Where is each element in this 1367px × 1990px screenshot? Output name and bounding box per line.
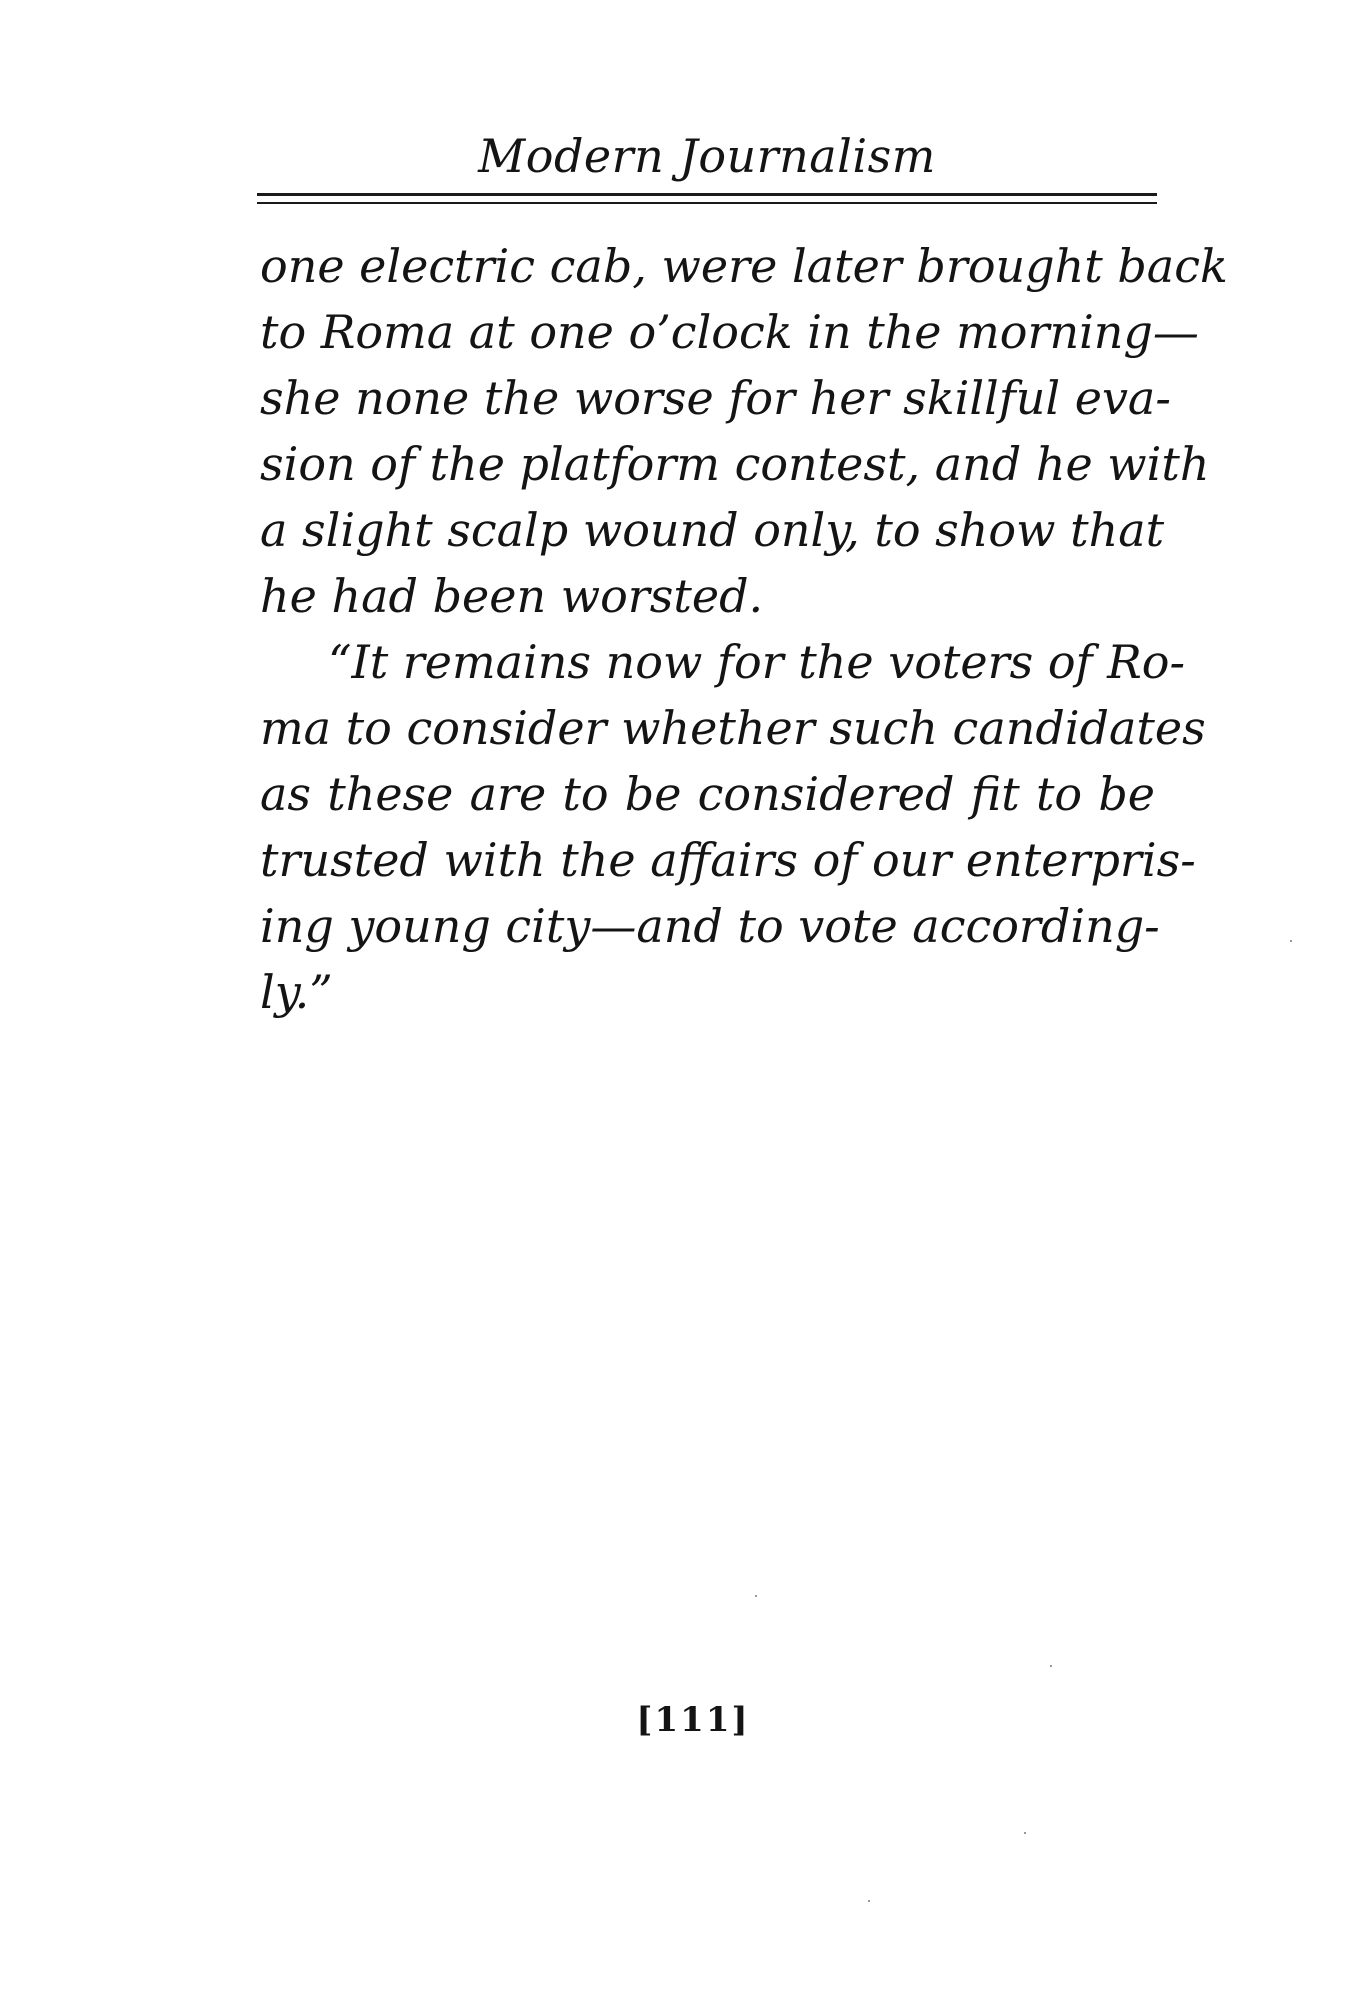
text-line: a slight scalp wound only, to show that: [260, 503, 1165, 557]
page-number: [111]: [636, 1700, 750, 1740]
text-line: sion of the platform contest, and he with: [260, 437, 1210, 491]
running-head: Modern Journalism: [478, 129, 936, 183]
scan-speck: [1290, 940, 1292, 942]
text-line: ma to consider whether such candidates: [260, 701, 1206, 755]
scan-speck: [1024, 1832, 1026, 1834]
text-line: ly.”: [260, 965, 333, 1019]
text-line: she none the worse for her skillful eva-: [260, 371, 1171, 425]
text-line: to Roma at one o’clock in the morning—: [260, 305, 1199, 359]
paragraph-2: [260, 629, 1206, 1025]
header-rule-bottom: [257, 202, 1157, 204]
text-line: as these are to be considered fit to be: [260, 767, 1155, 821]
text-line: “It remains now for the voters of Ro-: [328, 635, 1186, 689]
scan-speck: [755, 1595, 757, 1597]
scan-speck: [868, 1900, 870, 1902]
text-line: he had been worsted.: [260, 569, 764, 623]
scan-speck: [1050, 1665, 1052, 1667]
text-line: ing young city—and to vote according-: [260, 899, 1160, 953]
header-rule-top: [257, 193, 1157, 196]
text-line: one electric cab, were later brought back: [260, 239, 1228, 293]
paragraph-1: [260, 233, 1228, 629]
text-line: trusted with the affairs of our enterpris-: [260, 833, 1196, 887]
body-text: [260, 233, 1228, 1025]
